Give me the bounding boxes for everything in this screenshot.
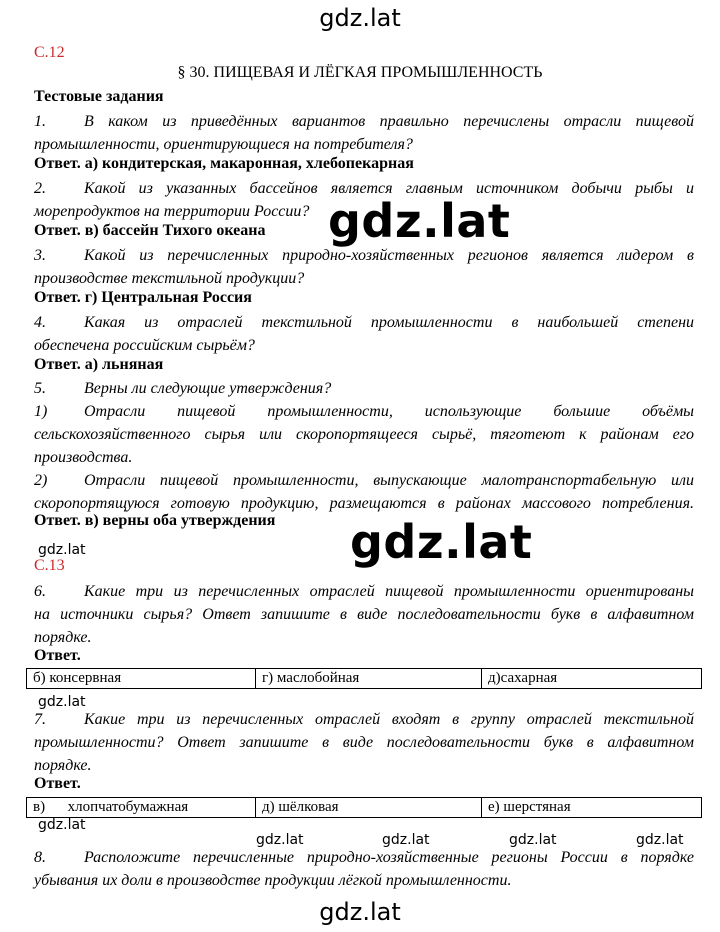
watermark-top: gdz.lat — [319, 4, 401, 32]
watermark-big-1: gdz.lat — [328, 194, 511, 248]
page-title: § 30. ПИЩЕВАЯ И ЛЁГКАЯ ПРОМЫШЛЕННОСТЬ — [177, 64, 543, 81]
answer-5: Ответ. в) верны оба утверждения — [34, 512, 276, 529]
answer-1: Ответ. а) кондитерская, макаронная, хлебопекарная — [34, 155, 414, 172]
watermark-row-2: gdz.lat — [382, 832, 430, 848]
question-1: 1. В каком из приведённых вариантов правильно перечислены отрасли пищевой промышленности, ориентирующиеся на потребителя? — [34, 113, 694, 153]
answer-7-label: Ответ. — [34, 775, 81, 792]
watermark-row-1: gdz.lat — [256, 832, 304, 848]
watermark-bottom: gdz.lat — [319, 898, 401, 926]
page-ref-12: С.12 — [34, 44, 65, 61]
answer-6-cell-1: б) консервная — [27, 669, 256, 689]
answer-7-cell-1: в) хлопчатобумажная — [27, 798, 256, 818]
question-3: 3. Какой из перечисленных природно-хозяйственных регионов является лидером в производстве текстильной продукции? — [34, 247, 694, 287]
question-5: 5. Верны ли следующие утверждения? 1) Отрасли пищевой промышленности, использующие большие объёмы сельскохозяйственного сырья или скоропортящееся сырьё, тяготеют к районам его производства. 2) Отрасли пищевой промышленности, выпускающие малотранспортабельную или скоропортящуюся готовую продукцию, размещаются в районах массового потребления. — [34, 380, 694, 512]
answer-6-cell-3: д)сахарная — [482, 669, 702, 689]
answer-3: Ответ. г) Центральная Россия — [34, 289, 252, 306]
question-6: 6. Какие три из перечисленных отраслей пищевой промышленности ориентированы на источники сырья? Ответ запишите в виде последовательности букв в алфавитном порядке. — [34, 583, 694, 646]
answer-4: Ответ. а) льняная — [34, 356, 164, 373]
question-7: 7. Какие три из перечисленных отраслей входят в группу отраслей текстильной промышленности? Ответ запишите в виде последовательности букв в алфавитном порядке. — [34, 711, 694, 774]
answer-6-label: Ответ. — [34, 647, 81, 664]
watermark-row-4: gdz.lat — [636, 832, 684, 848]
answer-2: Ответ. в) бассейн Тихого океана — [34, 222, 266, 239]
answer-7-cell-2: д) шёлковая — [256, 798, 482, 818]
watermark-small-3: gdz.lat — [38, 817, 86, 833]
answer-7-cell-3: е) шерстяная — [482, 798, 702, 818]
question-2: 2. Какой из указанных бассейнов является главным источником добычи рыбы и морепродуктов на территории России? — [34, 180, 694, 220]
page-ref-13: С.13 — [34, 557, 65, 574]
watermark-small-2: gdz.lat — [38, 694, 86, 710]
answer-7-table — [26, 797, 702, 818]
watermark-row-3: gdz.lat — [509, 832, 557, 848]
question-8: 8. Расположите перечисленные природно-хозяйственные регионы России в порядке убывания их доли в производстве продукции лёгкой промышленности. — [34, 849, 694, 889]
question-4: 4. Какая из отраслей текстильной промышленности в наибольшей степени обеспечена российским сырьём? — [34, 314, 694, 354]
watermark-big-2: gdz.lat — [350, 515, 533, 569]
section-title: Тестовые задания — [34, 88, 164, 105]
answer-6-table — [26, 668, 702, 689]
answer-6-cell-2: г) маслобойная — [256, 669, 482, 689]
watermark-small-1: gdz.lat — [38, 542, 86, 558]
